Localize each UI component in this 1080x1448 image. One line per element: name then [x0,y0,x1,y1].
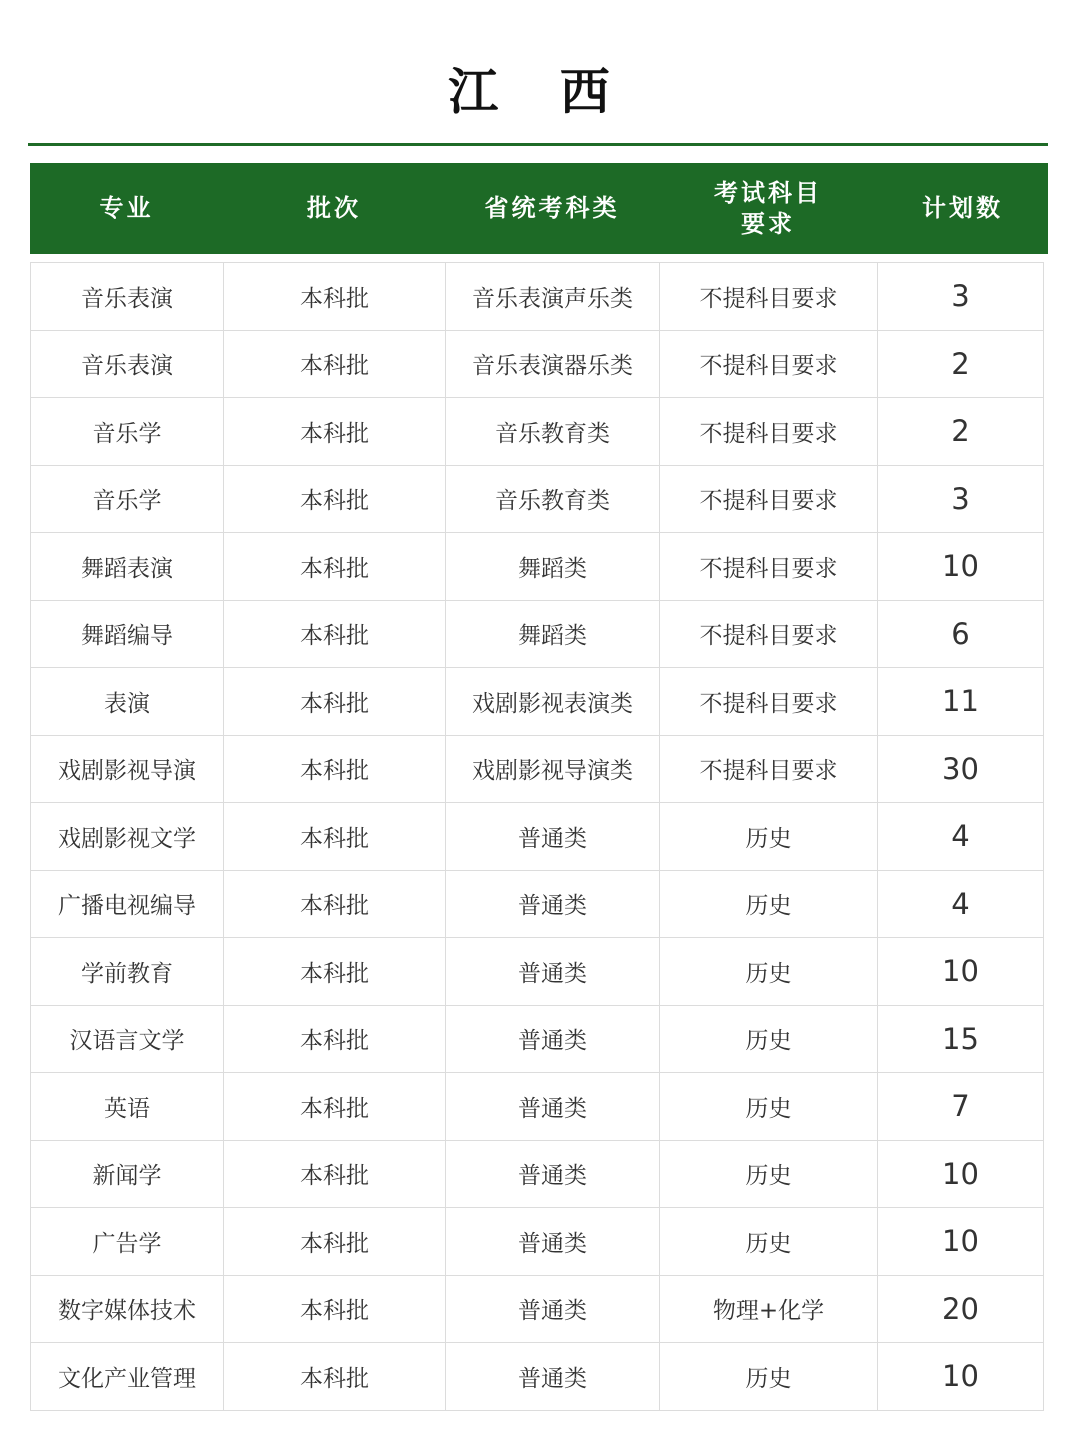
cell-exam-category: 普通类 [446,1208,660,1275]
cell-plan-count: 11 [878,668,1044,735]
cell-major: 数字媒体技术 [31,1276,224,1343]
cell-batch: 本科批 [224,533,446,600]
cell-exam-category: 音乐教育类 [446,398,660,465]
cell-major: 文化产业管理 [31,1343,224,1410]
cell-subject-requirement: 不提科目要求 [660,466,878,533]
cell-batch: 本科批 [224,1343,446,1410]
cell-exam-category: 音乐教育类 [446,466,660,533]
cell-exam-category: 普通类 [446,1006,660,1073]
cell-subject-requirement: 历史 [660,1141,878,1208]
cell-plan-count: 2 [878,398,1044,465]
cell-batch: 本科批 [224,466,446,533]
header-batch: 批次 [307,194,361,222]
cell-major: 舞蹈编导 [31,601,224,668]
cell-subject-requirement: 不提科目要求 [660,331,878,398]
cell-major: 音乐表演 [31,263,224,330]
cell-major: 表演 [31,668,224,735]
cell-subject-requirement: 不提科目要求 [660,601,878,668]
header-plan-count: 计划数 [922,194,1003,222]
cell-major: 广播电视编导 [31,871,224,938]
cell-subject-requirement: 历史 [660,871,878,938]
cell-batch: 本科批 [224,263,446,330]
cell-exam-category: 普通类 [446,1343,660,1410]
table-row [31,533,1044,601]
table-row [31,803,1044,871]
table-body [30,262,1044,1411]
cell-plan-count: 6 [878,601,1044,668]
cell-exam-category: 普通类 [446,871,660,938]
cell-exam-category: 戏剧影视表演类 [446,668,660,735]
cell-plan-count: 10 [878,1208,1044,1275]
cell-batch: 本科批 [224,871,446,938]
cell-subject-requirement: 历史 [660,1073,878,1140]
cell-major: 英语 [31,1073,224,1140]
cell-subject-requirement: 历史 [660,803,878,870]
table-row [31,668,1044,736]
cell-exam-category: 普通类 [446,1276,660,1343]
cell-plan-count: 4 [878,803,1044,870]
cell-major: 音乐学 [31,466,224,533]
cell-subject-requirement: 不提科目要求 [660,533,878,600]
table-row [31,331,1044,399]
table-row [31,263,1044,331]
title-divider [28,143,1048,146]
cell-subject-requirement: 历史 [660,1006,878,1073]
cell-subject-requirement: 历史 [660,938,878,1005]
cell-subject-requirement: 不提科目要求 [660,668,878,735]
table-row [31,601,1044,669]
cell-major: 学前教育 [31,938,224,1005]
cell-batch: 本科批 [224,803,446,870]
table-header [30,163,1048,254]
cell-batch: 本科批 [224,601,446,668]
cell-batch: 本科批 [224,736,446,803]
cell-exam-category: 戏剧影视导演类 [446,736,660,803]
cell-exam-category: 普通类 [446,803,660,870]
cell-major: 音乐学 [31,398,224,465]
cell-batch: 本科批 [224,1208,446,1275]
cell-plan-count: 10 [878,533,1044,600]
cell-exam-category: 音乐表演声乐类 [446,263,660,330]
cell-batch: 本科批 [224,668,446,735]
cell-batch: 本科批 [224,1073,446,1140]
cell-major: 舞蹈表演 [31,533,224,600]
cell-exam-category: 普通类 [446,938,660,1005]
table-row [31,938,1044,1006]
table-row [31,736,1044,804]
cell-batch: 本科批 [224,938,446,1005]
cell-subject-requirement: 物理+化学 [660,1276,878,1343]
cell-subject-requirement: 历史 [660,1208,878,1275]
table-row [31,1343,1044,1411]
cell-major: 广告学 [31,1208,224,1275]
table-row [31,466,1044,534]
cell-major: 戏剧影视导演 [31,736,224,803]
table-row [31,1208,1044,1276]
cell-subject-requirement: 不提科目要求 [660,263,878,330]
cell-plan-count: 10 [878,1141,1044,1208]
header-major: 专业 [99,194,154,222]
cell-batch: 本科批 [224,1006,446,1073]
header-exam-category: 省统考科类 [484,194,620,222]
cell-exam-category: 舞蹈类 [446,601,660,668]
cell-exam-category: 普通类 [446,1141,660,1208]
cell-plan-count: 7 [878,1073,1044,1140]
cell-major: 音乐表演 [31,331,224,398]
table-row [31,398,1044,466]
cell-exam-category: 音乐表演器乐类 [446,331,660,398]
table-row [31,1006,1044,1074]
cell-major: 戏剧影视文学 [31,803,224,870]
cell-plan-count: 20 [878,1276,1044,1343]
cell-batch: 本科批 [224,398,446,465]
cell-exam-category: 舞蹈类 [446,533,660,600]
table-row [31,1073,1044,1141]
cell-plan-count: 15 [878,1006,1044,1073]
cell-plan-count: 30 [878,736,1044,803]
cell-batch: 本科批 [224,1276,446,1343]
cell-plan-count: 3 [878,466,1044,533]
cell-exam-category: 普通类 [446,1073,660,1140]
cell-plan-count: 10 [878,1343,1044,1410]
cell-plan-count: 4 [878,871,1044,938]
cell-plan-count: 10 [878,938,1044,1005]
table-row [31,1276,1044,1344]
cell-plan-count: 2 [878,331,1044,398]
header-subject-requirement: 考试科目 要求 [714,178,822,238]
table-row [31,1141,1044,1209]
cell-subject-requirement: 历史 [660,1343,878,1410]
cell-major: 新闻学 [31,1141,224,1208]
cell-batch: 本科批 [224,331,446,398]
cell-subject-requirement: 不提科目要求 [660,736,878,803]
cell-batch: 本科批 [224,1141,446,1208]
table-row [31,871,1044,939]
page-title: 江 西 [448,62,632,121]
plan-table [30,163,1048,1411]
cell-plan-count: 3 [878,263,1044,330]
cell-subject-requirement: 不提科目要求 [660,398,878,465]
cell-major: 汉语言文学 [31,1006,224,1073]
